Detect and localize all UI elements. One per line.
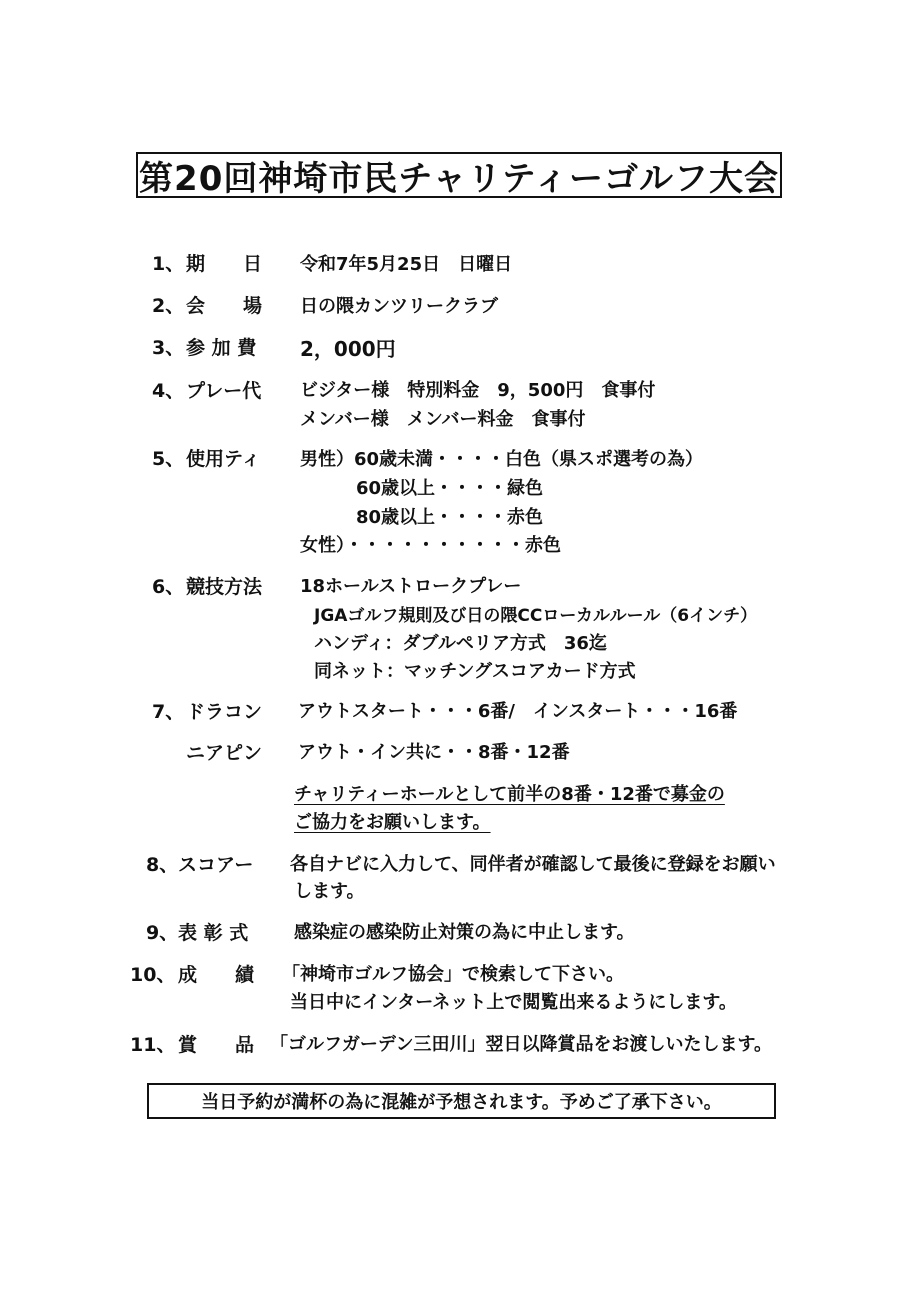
item-number: 2、 — [152, 295, 185, 317]
item-label-prizes: 賞 品 — [178, 1034, 255, 1056]
item-value-format-stroke: 18ホールストロークプレー — [300, 576, 522, 597]
item-value-format-handicap: ハンディ：ダブルペリア方式 36迄 — [314, 633, 607, 654]
item-number: 9、 — [146, 922, 179, 944]
item-value-ceremony: 感染症の感染防止対策の為に中止します。 — [294, 922, 635, 943]
item-number: 5、 — [152, 448, 185, 470]
page-title: 第20回神埼市民チャリティーゴルフ大会 — [136, 152, 782, 198]
item-value-play-fee-member: メンバー様 メンバー料金 食事付 — [300, 409, 586, 430]
item-label-results: 成 績 — [178, 964, 255, 986]
item-label-longest-drive: ドラコン — [186, 701, 263, 723]
item-label-fee: 参 加 費 — [186, 337, 257, 359]
item-label-play-fee: プレー代 — [186, 380, 262, 402]
item-number: 6、 — [152, 576, 185, 598]
item-number: 1、 — [152, 253, 185, 275]
item-value-longest-drive: アウトスタート・・・6番/ インスタート・・・16番 — [298, 701, 738, 722]
item-label-score: スコアー — [178, 854, 254, 876]
item-value-play-fee-visitor: ビジター様 特別料金 9，500円 食事付 — [300, 380, 656, 401]
item-value-tee-male-over80: 80歳以上・・・・赤色 — [356, 507, 544, 528]
item-label-tee: 使用ティ — [186, 448, 261, 470]
item-value-score-line2: します。 — [294, 881, 365, 902]
notice-box: 当日予約が満杯の為に混雑が予想されます。予めご了承下さい。 — [147, 1083, 776, 1119]
item-number: 3、 — [152, 337, 185, 359]
item-value-tee-male-over60: 60歳以上・・・・緑色 — [356, 478, 544, 499]
item-value-format-net: 同ネット：マッチングスコアカード方式 — [314, 661, 636, 682]
item-number: 7、 — [152, 701, 185, 723]
item-value-charity-line1: チャリティーホールとして前半の8番・12番で募金の — [294, 784, 725, 805]
item-number: 11、 — [130, 1034, 176, 1056]
item-value-fee: 2，000円 — [300, 337, 396, 361]
item-label-format: 競技方法 — [186, 576, 263, 598]
item-value-charity-line2: ご協力をお願いします。 — [294, 812, 491, 833]
item-value-score-line1: 各自ナビに入力して、同伴者が確認して最後に登録をお願い — [290, 854, 776, 875]
item-value-tee-male-under60: 男性）60歳未満・・・・白色（県スポ選考の為） — [300, 449, 704, 470]
item-label-venue: 会 場 — [186, 295, 263, 317]
item-label-nearpin: ニアピン — [186, 742, 263, 764]
item-value-tee-female: 女性）・・・・・・・・・・赤色 — [300, 535, 561, 556]
item-value-nearpin: アウト・イン共に・・8番・12番 — [298, 742, 570, 763]
item-label-ceremony: 表 彰 式 — [178, 922, 249, 944]
item-value-date: 令和7年5月25日 日曜日 — [300, 254, 513, 275]
item-label-date: 期 日 — [186, 253, 263, 275]
item-value-prizes: 「ゴルフガーデン三田川」翌日以降賞品をお渡しいたします。 — [270, 1034, 773, 1055]
item-number: 10、 — [130, 964, 176, 986]
item-value-results-line1: 「神埼市ゴルフ協会」で検索して下さい。 — [282, 964, 624, 985]
item-value-results-line2: 当日中にインターネット上で閲覧出来るようにします。 — [290, 992, 737, 1013]
item-number: 4、 — [152, 380, 185, 402]
item-value-venue: 日の隈カンツリークラブ — [300, 296, 498, 317]
item-value-format-rules: JGAゴルフ規則及び日の隈CCローカルルール（6インチ） — [314, 606, 758, 626]
item-number: 8、 — [146, 854, 179, 876]
